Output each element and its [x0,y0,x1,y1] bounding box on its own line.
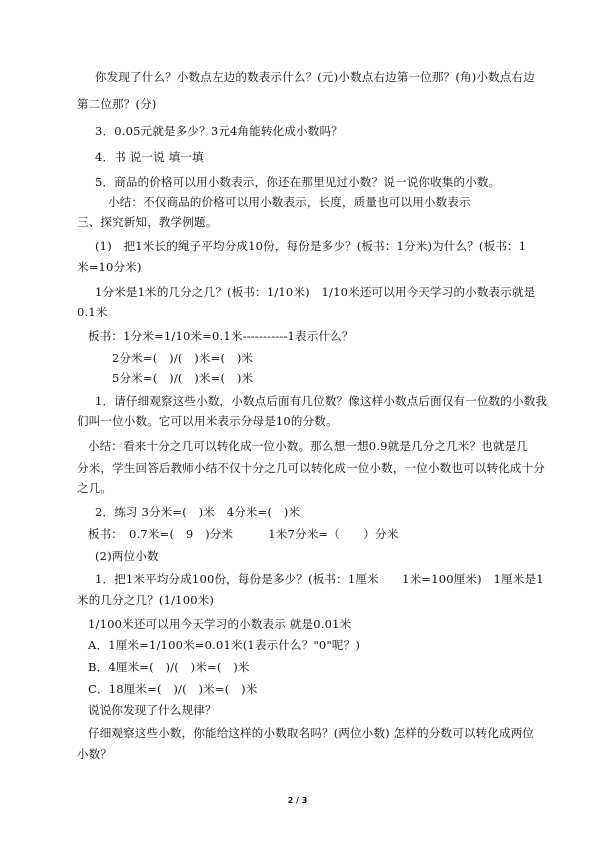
exercise-line: 2．练习 3分米=( )米 4分米=( )米 [95,505,301,519]
summary-line: 小结：不仅商品的价格可以用小数表示，长度，质量也可以用小数表示 [108,195,471,209]
text-line: 米的几分之几？(1/100米) [77,593,215,607]
text-line: 小数？ [77,747,113,761]
text-line: 们叫一位小数。它可以用米表示分母是10的分数。 [77,414,338,428]
text-line: 1分米是1米的几分之几？(板书：1/10米) 1/10米还可以用今天学习的小数表示就是 [95,285,536,299]
board-line: 板书：1分米=1/10米=0.1米-----------1表示什么？ [88,329,354,343]
text-line: 分米，学生回答后教师小结不仅十分之几可以转化成一位小数，一位小数也可以转化成十分 [77,461,545,475]
text-line: 3．0.05元就是多少？3元4角能转化成小数吗？ [95,124,343,138]
list-item-b: B．4厘米=( )/( )米=( )米 [88,660,250,674]
board-line: 板书： 0.7米=( 9 )分米 1米7分米=（ ）分米 [88,527,399,541]
board-line: 5分米=( )/( )米=( )米 [112,371,254,385]
text-line: 第二位那？(分) [77,97,157,111]
text-line: 米=10分米) [77,260,142,274]
text-line: (1) 把1米长的绳子平均分成10份，每份是多少？(板书：1分米)为什么？(板书：1 [95,239,527,253]
text-line: 之几。 [77,481,113,495]
text-line: 说说你发现了什么规律？ [88,703,217,717]
text-line: 0.1米 [77,305,108,319]
list-item-a: A．1厘米=1/100米=0.01米(1表示什么？"0"呢？) [88,638,361,652]
text-line: 仔细观察这些小数，你能给这样的小数取名吗？(两位小数) 怎样的分数可以转化成两位 [88,726,535,740]
subsection-heading: (2)两位小数 [95,549,159,563]
text-line: 1．把1米平均分成100份，每份是多少？(板书：1厘米 1米=100厘米) 1厘米是1 [95,572,544,586]
summary-line: 小结：看来十分之几可以转化成一位小数。那么想一想0.9就是几分之几米？也就是几 [88,439,529,453]
board-line: 2分米=( )/( )米=( )米 [112,351,254,365]
text-line: 5．商品的价格可以用小数表示，你还在那里见过小数？说一说你收集的小数。 [95,175,501,189]
page-number: 2 / 3 [287,796,308,805]
text-line: 1．请仔细观察这些小数，小数点后面有几位数？像这样小数点后面仅有一位数的小数我 [95,394,548,408]
list-item-c: C．18厘米=( )/( )米=( )米 [88,682,258,696]
text-line: 4．书 说一说 填一填 [95,150,204,164]
section-heading: 三、探究新知，教学例题。 [77,215,218,229]
text-line: 1/100米还可以用今天学习的小数表示 就是0.01米 [88,617,352,631]
text-line: 你发现了什么？小数点左边的数表示什么？(元)小数点右边第一位那？(角)小数点右边 [95,70,535,84]
